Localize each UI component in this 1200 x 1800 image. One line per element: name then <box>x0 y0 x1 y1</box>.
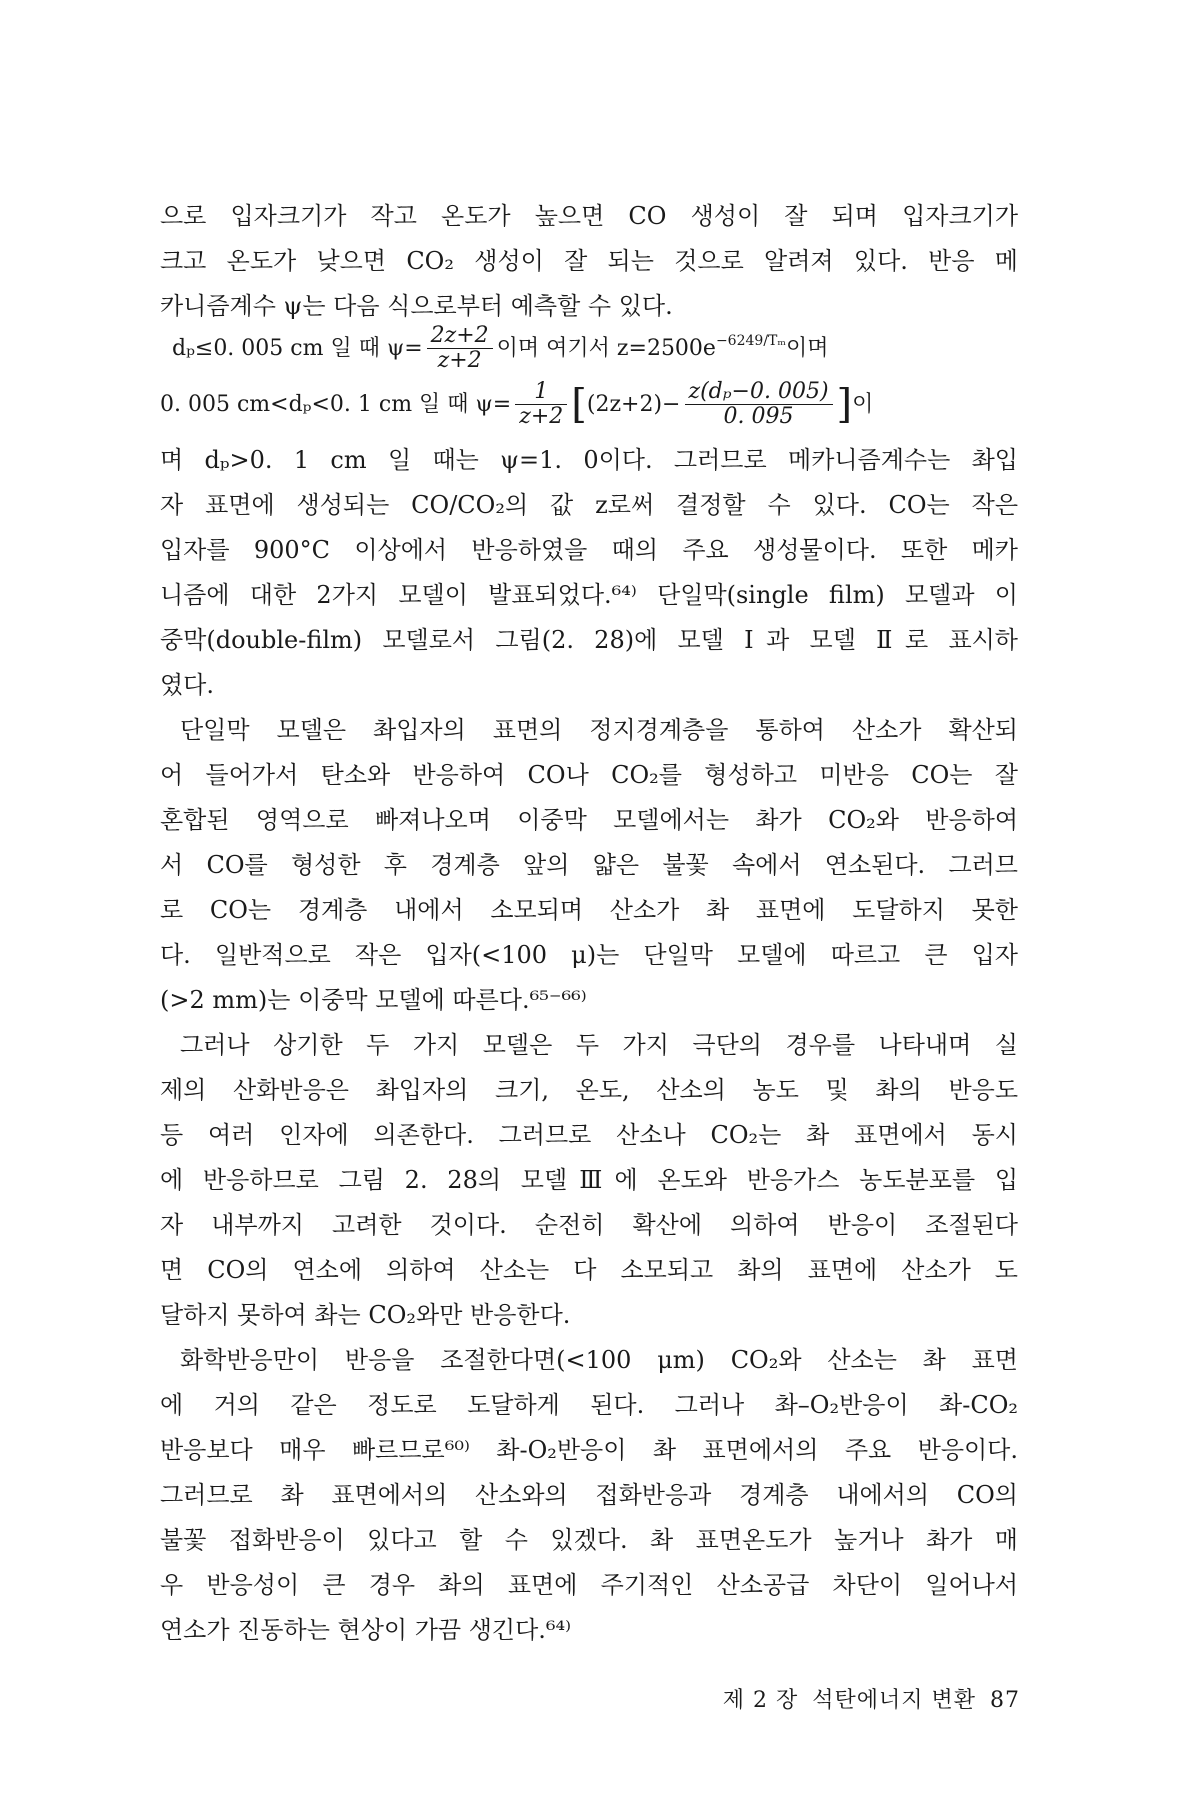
text-line: 다. 일반적으로 작은 입자(<100 μ)는 단일막 모델에 따르고 큰 입자 <box>160 941 1018 969</box>
text-line: 카니즘계수 ψ는 다음 식으로부터 예측할 수 있다. <box>160 292 673 320</box>
text-line: 였다. <box>160 671 214 699</box>
eq2-denominator: z+2 <box>519 404 564 429</box>
chapter-title: 석탄에너지 변환 <box>812 1688 976 1713</box>
text-line: 며 dₚ>0. 1 cm 일 때는 ψ=1. 0이다. 그러므로 메카니즘계수는 촤입 <box>160 446 1018 474</box>
eq2-bracket-term: (2z+2)− <box>586 391 681 417</box>
page-footer <box>709 1683 1020 1714</box>
text-line: 단일막 모델은 촤입자의 표면의 정지경계층을 통하여 산소가 확산되 <box>180 716 1018 744</box>
text-line: 그러므로 촤 표면에서의 산소와의 접화반응과 경계층 내에서의 CO의 <box>160 1481 1018 1509</box>
text-line: 니즘에 대한 2가지 모델이 발표되었다.⁶⁴⁾ 단일막(single film) 모델과 이 <box>160 581 1018 609</box>
eq1-middle: 이며 여기서 z=2500e <box>496 335 716 361</box>
eq2-inner-denominator: 0. 095 <box>723 404 794 429</box>
chapter-label: 제 2 장 <box>722 1688 799 1713</box>
text-line: 자 표면에 생성되는 CO/CO₂의 값 z로써 결정할 수 있다. CO는 작은 <box>160 491 1018 519</box>
eq1-numerator: 2z+2 <box>427 324 493 349</box>
text-line: 면 CO의 연소에 의하여 산소는 다 소모되고 촤의 표면에 산소가 도 <box>160 1256 1018 1284</box>
text-line: (>2 mm)는 이중막 모델에 따른다.⁶⁵⁻⁶⁶⁾ <box>160 986 587 1014</box>
text-line: 으로 입자크기가 작고 온도가 높으면 CO 생성이 잘 되며 입자크기가 <box>160 202 1018 230</box>
eq1-suffix: 이며 <box>785 335 829 361</box>
text-line: 어 들어가서 탄소와 반응하여 CO나 CO₂를 형성하고 미반응 CO는 잘 <box>160 761 1018 789</box>
eq1-prefix: dₚ≤0. 005 cm 일 때 ψ= <box>172 335 423 361</box>
text-line: 제의 산화반응은 촤입자의 크기, 온도, 산소의 농도 및 촤의 반응도 <box>160 1076 1018 1104</box>
page-number: 87 <box>990 1688 1020 1713</box>
text-line: 그러나 상기한 두 가지 모델은 두 가지 극단의 경우를 나타내며 실 <box>180 1031 1018 1059</box>
text-line: 로 CO는 경계층 내에서 소모되며 산소가 촤 표면에 도달하지 못한 <box>160 896 1018 924</box>
eq2-suffix: 이 <box>852 391 874 417</box>
text-line: 에 거의 같은 정도로 도달하게 된다. 그러나 촤–O₂반응이 촤-CO₂ <box>160 1391 1018 1419</box>
text-line: 불꽃 접화반응이 있다고 할 수 있겠다. 촤 표면온도가 높거나 촤가 매 <box>160 1526 1018 1554</box>
text-line: 우 반응성이 큰 경우 촤의 표면에 주기적인 산소공급 차단이 일어나서 <box>160 1571 1018 1599</box>
text-line: 화학반응만이 반응을 조절한다면(<100 μm) CO₂와 산소는 촤 표면 <box>180 1346 1018 1374</box>
text-line: 등 여러 인자에 의존한다. 그러므로 산소나 CO₂는 촤 표면에서 동시 <box>160 1121 1018 1149</box>
text-line: 혼합된 영역으로 빠져나오며 이중막 모델에서는 촤가 CO₂와 반응하여 <box>160 806 1018 834</box>
eq2-inner-fraction <box>685 380 833 429</box>
text-line: 달하지 못하여 촤는 CO₂와만 반응한다. <box>160 1301 571 1329</box>
eq1-exponent: −6249/Tₘ <box>715 333 786 349</box>
text-line: 자 내부까지 고려한 것이다. 순전히 확산에 의하여 반응이 조절된다 <box>160 1211 1018 1239</box>
right-bracket-icon: ] <box>836 381 853 428</box>
text-line: 입자를 900°C 이상에서 반응하였을 때의 주요 생성물이다. 또한 메카 <box>160 536 1018 564</box>
equation-2 <box>160 380 1018 432</box>
text-line: 에 반응하므로 그림 2. 28의 모델Ⅲ에 온도와 반응가스 농도분포를 입 <box>160 1166 1018 1194</box>
text-line: 서 CO를 형성한 후 경계층 앞의 얇은 불꽃 속에서 연소된다. 그러므 <box>160 851 1018 879</box>
text-line: 반응보다 매우 빠르므로⁶⁰⁾ 촤-O₂반응이 촤 표면에서의 주요 반응이다. <box>160 1436 1018 1464</box>
eq2-prefix: 0. 005 cm<dₚ<0. 1 cm 일 때 ψ= <box>160 391 512 417</box>
eq1-fraction <box>427 324 493 373</box>
eq2-inner-numerator: z(dₚ−0. 005) <box>685 380 833 405</box>
text-line: 중막(double-film) 모델로서 그림(2. 28)에 모델 Ⅰ과 모델 Ⅱ로 표시하 <box>160 626 1018 654</box>
text-line: 연소가 진동하는 현상이 가끔 생긴다.⁶⁴⁾ <box>160 1616 572 1644</box>
eq1-denominator: z+2 <box>437 348 482 373</box>
eq2-numerator: 1 <box>515 380 567 405</box>
eq2-fraction <box>515 380 567 429</box>
text-line: 크고 온도가 낮으면 CO₂ 생성이 잘 되는 것으로 알려져 있다. 반응 메 <box>160 247 1018 275</box>
equation-1 <box>172 324 1030 376</box>
left-bracket-icon: [ <box>571 381 587 428</box>
